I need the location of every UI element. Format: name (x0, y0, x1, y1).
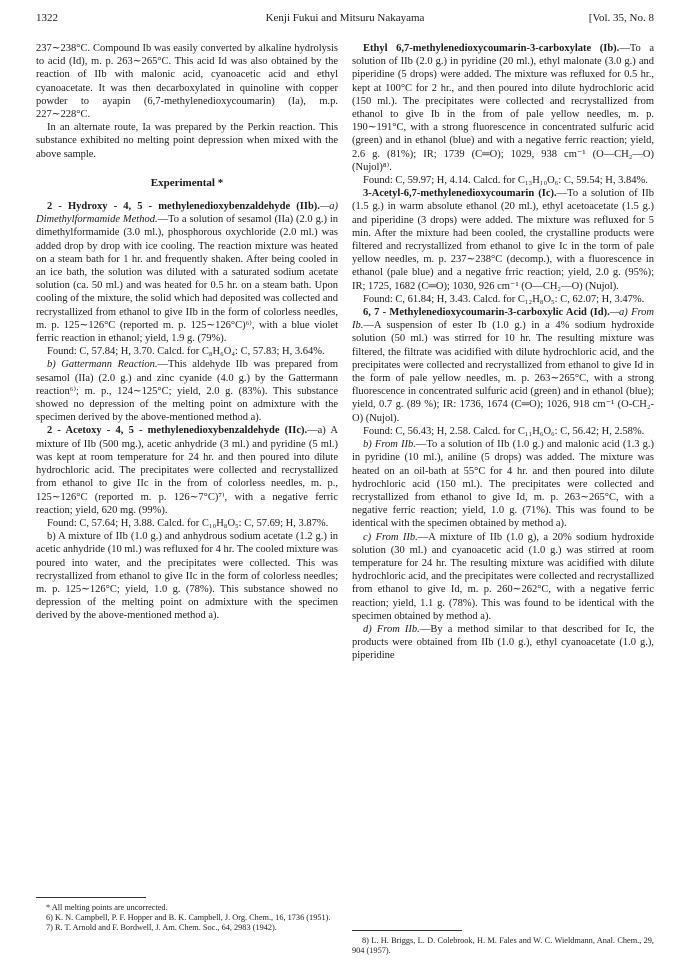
method-label: —a) From Ib. (352, 307, 655, 332)
page-number: 1322 (36, 12, 58, 24)
compound-title: 6, 7 - Methylenedioxycoumarin-3-carboxylic Acid (Id). (363, 307, 610, 319)
procedure-body: —A suspension of ester Ib (1.0 g.) in a 4% sodium hydroxide solution (50 ml.) was stirred for 10 hr. The resulting mixture was filtered, the filtrate was acidified with dilute hydrochloric acid, and the precipitates were collected and recrystallized from ethanol to give Id in the form of pale yellow needles, m. p. 263∼265°C, with a strong fluorescence in concentrated sulfuric acid (green) and in ethanol (blue); yield, 0.7 g. (89 %); IR: 1736, 1674 (C═O); 1026, 918 cm⁻¹ (O-CH₂-O) (Nujol). (352, 320, 654, 424)
procedure-iic-b: b) A mixture of IIb (1.0 g.) and anhydrous sodium acetate (1.2 g.) in acetic anhydride (10 ml.) was refluxed for 4 hr. The cooled mixture was poured into water, and the precipitates were collected. This was recrystallized from ethanol to give IIc in the form of colorless needles; m. p. 125∼126°C; yield, 1.0 g. (78%). This substance showed no depression of the melting point on admixture with the specimen derived by the above-mentioned method a). (36, 531, 338, 622)
method-label: c) From IIb. (363, 531, 418, 543)
procedure-iib-b (36, 358, 338, 424)
footnote-rule (352, 930, 462, 931)
analysis-found: Found: C, 56.43; H, 2.58. Calcd. for C₁₁H₆O₆: C, 56.42; H, 2.58%. (363, 425, 645, 437)
right-column (352, 42, 654, 663)
procedure-body: —To a solution of sesamol (IIa) (2.0 g.) in dimethylformamide (3.0 ml.), phosphorous oxychloride (2.0 ml.) was added drop by drop with ice cooling. The reaction mixture was heated on a steam bath for 1 hr. and frequently shaken. After being cooled in an ice bath, the solution was diluted with a saturated sodium acetate solution (ca. 50 ml.) and was heated for 0.5 hr. on a steam bath. Upon cooling of the mixture, the solid which had deposited was collected and recrystallized from ethanol to give IIb in the form of colorless needles, m. p. 125∼126°C (reported m. p. 125∼126°C)⁶⁾, with a blue violet ferric reaction in ethanol; yield, 1.9 g. (79%). (36, 214, 338, 345)
footnotes-left (36, 903, 338, 934)
method-label: —a) Dimethylformamide Method. (36, 201, 338, 226)
running-authors: Kenji Fukui and Mitsuru Nakayama (265, 12, 425, 24)
procedure-id-d (352, 623, 654, 663)
method-label: b) From IIb. (363, 439, 416, 451)
compound-title: 2 - Hydroxy - 4, 5 - methylenedioxybenzaldehyde (IIb). (47, 201, 320, 213)
method-label: b) Gattermann Reaction. (47, 359, 158, 371)
compound-title: Ethyl 6,7-methylenedioxycoumarin-3-carboxylate (Ib). (363, 43, 620, 54)
method-label: d) From IIb. (363, 623, 420, 635)
procedure-iic (36, 424, 338, 516)
procedure-iib (36, 200, 338, 345)
procedure-id-b (352, 438, 654, 530)
volume-info: [Vol. 35, No. 8 (588, 12, 654, 24)
procedure-ic (352, 187, 654, 293)
intro-paragraph: 237∼238°C. Compound Ib was easily converted by alkaline hydrolysis to acid (Id), m. p. 263∼265°C. This acid Id was also obtained by the reaction of IIb with malonic acid, cyanoacetic acid and ethyl cyanoacetate. It was then decarboxylated in quinoline with copper powder to ayapin (6,7-methylenedioxycoumarin) (Ia), m.p. 227∼228°C. (36, 43, 338, 121)
analysis-found: Found: C, 57.84; H, 3.70. Calcd. for C₈H₆O₄: C, 57.83; H, 3.64%. (47, 346, 325, 358)
footnote: * All melting points are uncorrected. (46, 903, 168, 912)
procedure-body: —To a solution of IIb (1.0 g.) and malonic acid (1.3 g.) in pyridine (10 ml.), aniline (5 drops) was added. The mixture was heated on an oil-bath at 55°C for 4 hr. and then poured into dilute hydrochloric acid (150 ml.). The precipitates were collected and recrystallized from ethanol to give Id, m. p. 263∼265°C, with a negative ferric reaction; yield, 1.0 g. (71%). This was found to be identical with the specimen obtained by method a). (352, 439, 654, 530)
compound-title: 3-Acetyl-6,7-methylenedioxycoumarin (Ic). (363, 188, 557, 200)
left-column (36, 42, 338, 623)
procedure-body: —To a solution of IIb (1.5 g.) in warm absolute ethanol (20 ml.), ethyl acetoacetate (1.5 g.) and piperidine (3 drops) were added. The mixture was refluxed for 5 min. After the mixture had been cooled, the crystalline products were filtered and recrystallized from ethanol to give Ic in the torm of pale yellow needles, m. p. 237∼238°C (decomp.), with a fluorescence in ethanol (pale blue) and a negative frric reaction; yield, 2.0 g. (95%); IR; 1725, 1682 (C═O); 1030, 926 cm⁻¹ (O—CH₂—O) (Nujol). (352, 188, 654, 292)
procedure-body: —By a method similar to that described for Ic, the products were obtained from IIb (1.0 g.), ethyl cyanoacetate (1.0 g.), piperidine (352, 623, 654, 662)
footnote: 7) R. T. Arnold and F. Bordwell, J. Am. Chem. Soc., 64, 2983 (1942). (46, 923, 277, 933)
section-title: Experimental * (150, 176, 224, 189)
page-header (36, 12, 654, 28)
procedure-id (352, 306, 654, 425)
procedure-body: —To a solution of IIb (2.0 g.) in pyridine (20 ml.), ethyl malonate (3.0 g.) and piperidine (5 drops) were added. The mixture was refluxed for 0.5 hr., kept at 100°C for 2 hr., and then poured into dilute hydrochloric acid (150 ml.). The precipitates were collected and recrystallized from ethanol to give Ib in the from of pale yellow needles, m. p. 190∼191°C, with a strong fluorescence in concentrated sulfuric acid (green) and in ethanol (blue) and with a negative ferric reaction; yield, 2.6 g. (81%); IR; 1739 (C═O); 1029, 938 cm⁻¹ (O—CH₂—O) (Nujol)⁸⁾. (352, 43, 654, 173)
analysis-found: Found: C, 61.84; H, 3.43. Calcd. for C₁₂H₈O₅: C, 62.07; H, 3.47%. (363, 293, 645, 305)
intro-paragraph-2: In an alternate route, Ia was prepared by the Perkin reaction. This substance exhibited no melting point depression when mixed with the above sample. (36, 122, 338, 160)
analysis-found: Found: C, 59.97; H, 4.14. Calcd. for C₁₃H₁₀O₆: C, 59.54; H, 3.84%. (363, 175, 648, 187)
compound-title: 2 - Acetoxy - 4, 5 - methylenedioxybenzaldehyde (IIc). (47, 425, 308, 437)
analysis-found: Found: C, 57.64; H, 3.88. Calcd. for C₁₀H₈O₅: C, 57.69; H, 3.87%. (47, 517, 329, 529)
footnote: 8) L. H. Briggs, L. D. Colebrook, H. M. Fales and W. C. Wieldmann, Anal. Chem., 29, 904 (1957). (352, 936, 654, 956)
procedure-id-c (352, 531, 654, 623)
procedure-body: —a) A mixture of IIb (500 mg.), acetic anhydride (3 ml.) and pyridine (5 ml.) was kept at room temperature for 24 hr. and then poured into dilute hydrochloric acid. The precipitates were collected and recrystallized from ethanol to give IIc in the from of colorless needles, m. p., 125∼126°C (reported m. p. 126∼7°C)⁷⁾, with a negative ferric reaction; yield, 620 mg. (99%). (36, 425, 338, 516)
footnote-rule (36, 897, 146, 898)
procedure-body: —This aldehyde IIb was prepared from sesamol (IIa) (2.0 g.) and zinc cyanide (4.0 g.) by the Gattermann reaction⁶⁾; m. p., 124∼125°C; yield, 2.0 g. (83%). This substance showed no depression of the melting point on admixture with the specimen derived by the above-mentioned method a). (36, 359, 339, 424)
footnote: 6) K. N. Campbell, P. F. Hopper and B. K. Campbell, J. Org. Chem., 16, 1736 (1951). (46, 913, 331, 923)
footnotes-right (352, 936, 654, 956)
procedure-body: —A mixture of IIb (1.0 g), a 20% sodium hydroxide solution (30 ml.) and cyanoacetic acid (1.0 g.) was stirred at room temperature for 24 hr. The resulting mixture was acidified with dilute hydrochloric acid, and the precipitates were collected and recrystallized from ethanol to give Id, m. p. 260∼262°C, with a negative ferric reaction; yield, 1.1 g. (78%). This was found to be identical with the specimen obtained by method a). (352, 531, 655, 622)
procedure-ib (352, 42, 654, 174)
